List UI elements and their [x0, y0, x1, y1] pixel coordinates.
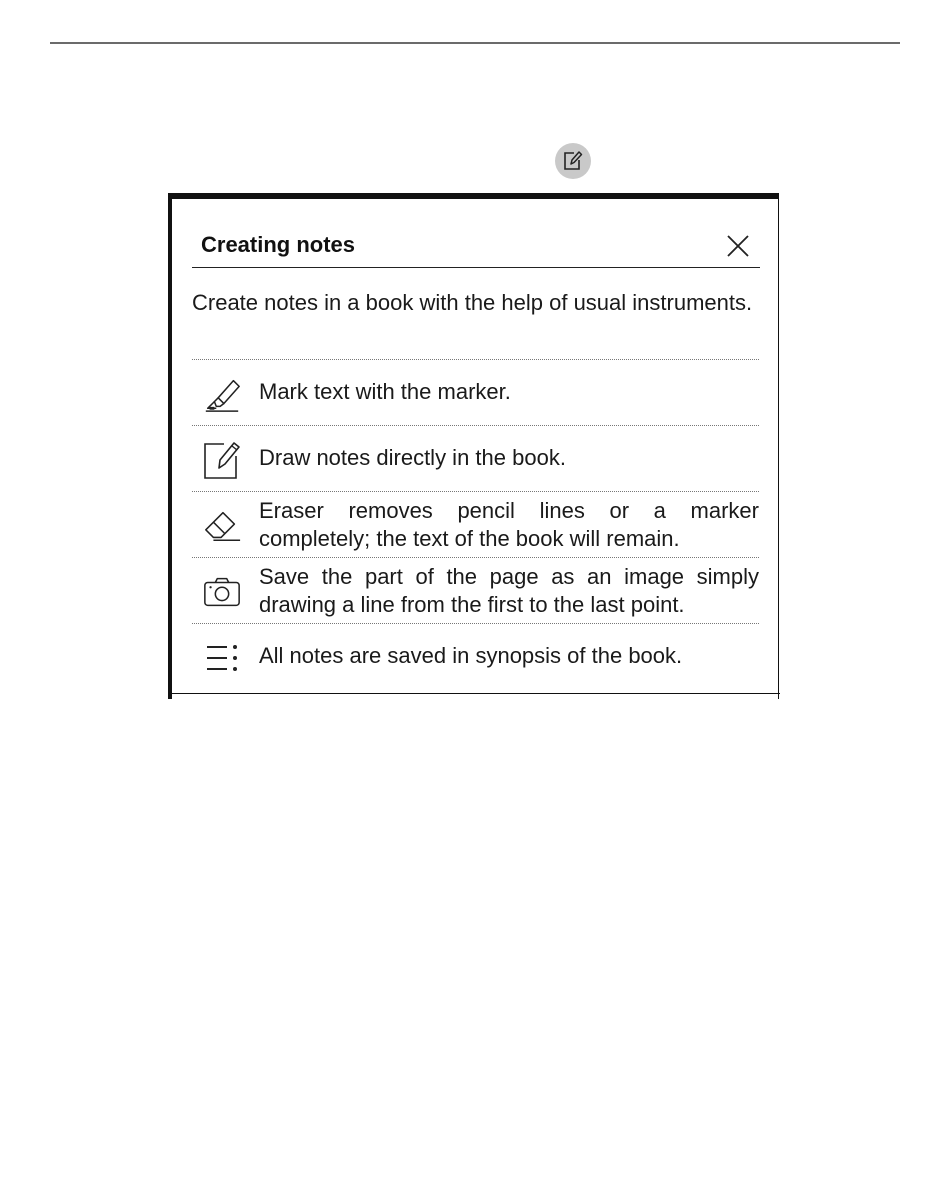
synopsis-list-icon: [202, 638, 242, 678]
list-item-synopsis: [192, 623, 759, 689]
creating-notes-dialog: [168, 193, 779, 699]
camera-icon: [202, 572, 242, 612]
instrument-list: [192, 359, 759, 689]
page-header-rule: [50, 42, 900, 44]
dialog-title: Creating notes: [201, 232, 356, 257]
dialog-bottom-rule: [172, 693, 780, 694]
list-item-eraser: [192, 491, 759, 557]
dialog-intro-text: Create notes in a book with the help of usual instruments.: [192, 290, 753, 315]
list-item-label: Save the part of the page as an image simply drawing a line from the first to the last point.: [259, 564, 759, 617]
list-item-label: Mark text with the marker.: [259, 379, 511, 404]
close-button[interactable]: [724, 232, 752, 260]
list-item-camera: [192, 557, 759, 623]
eraser-icon: [202, 506, 242, 546]
note-pencil-icon: [562, 150, 584, 172]
list-item-label: All notes are saved in synopsis of the book.: [259, 643, 683, 668]
list-item-label: Draw notes directly in the book.: [259, 445, 566, 470]
list-item-pencil: [192, 425, 759, 491]
pencil-note-icon: [202, 440, 242, 480]
list-item-label: Eraser removes pencil lines or a marker completely; the text of the book will remain.: [259, 498, 759, 551]
close-icon: [724, 232, 752, 260]
dialog-header: [192, 225, 760, 268]
list-item-marker: [192, 359, 759, 425]
notes-toolbar-button[interactable]: [555, 143, 591, 179]
marker-icon: [202, 374, 242, 414]
